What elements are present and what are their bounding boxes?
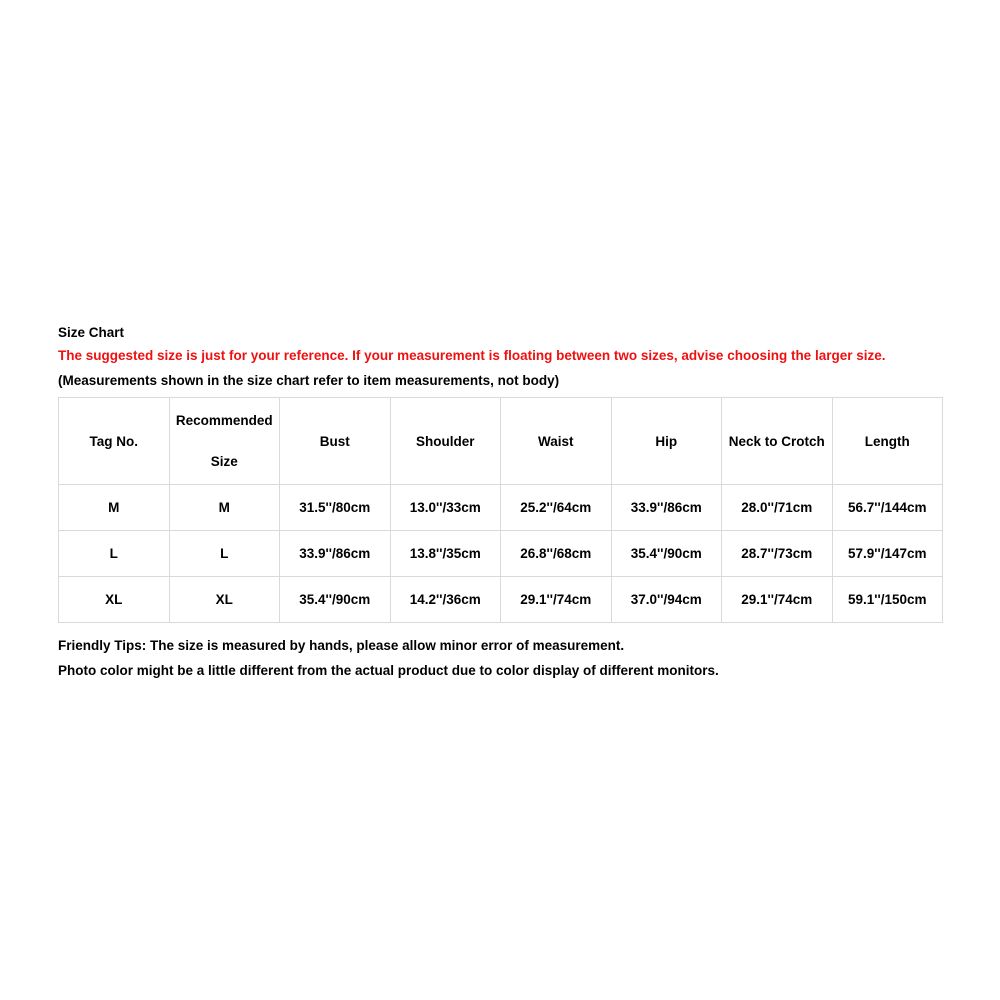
cell-waist: 29.1''/74cm bbox=[501, 577, 612, 623]
cell-hip: 35.4''/90cm bbox=[611, 531, 722, 577]
cell-length: 59.1''/150cm bbox=[832, 577, 943, 623]
cell-hip: 37.0''/94cm bbox=[611, 577, 722, 623]
cell-neck-to-crotch: 28.7''/73cm bbox=[722, 531, 833, 577]
cell-bust: 33.9''/86cm bbox=[280, 531, 391, 577]
header-waist: Waist bbox=[501, 398, 612, 485]
header-bust: Bust bbox=[280, 398, 391, 485]
size-table bbox=[58, 397, 943, 623]
cell-tag-no: L bbox=[59, 531, 170, 577]
size-chart-title: Size Chart bbox=[58, 325, 125, 340]
cell-tag-no: XL bbox=[59, 577, 170, 623]
cell-shoulder: 13.0''/33cm bbox=[390, 485, 501, 531]
cell-shoulder: 14.2''/36cm bbox=[390, 577, 501, 623]
cell-tag-no: M bbox=[59, 485, 170, 531]
cell-recommended-size: M bbox=[169, 485, 280, 531]
friendly-tip-measurement: Friendly Tips: The size is measured by hands, please allow minor error of measurement. bbox=[58, 638, 625, 653]
header-recommended-size bbox=[169, 398, 280, 485]
measurement-note: (Measurements shown in the size chart refer to item measurements, not body) bbox=[58, 373, 560, 388]
header-shoulder: Shoulder bbox=[390, 398, 501, 485]
size-recommendation-notice: The suggested size is just for your reference. If your measurement is floating between two sizes, advise choosing the larger size. bbox=[58, 348, 886, 363]
cell-recommended-size: L bbox=[169, 531, 280, 577]
header-neck-to-crotch: Neck to Crotch bbox=[722, 398, 833, 485]
cell-waist: 25.2''/64cm bbox=[501, 485, 612, 531]
cell-hip: 33.9''/86cm bbox=[611, 485, 722, 531]
cell-bust: 31.5''/80cm bbox=[280, 485, 391, 531]
cell-waist: 26.8''/68cm bbox=[501, 531, 612, 577]
cell-length: 56.7''/144cm bbox=[832, 485, 943, 531]
table-row bbox=[59, 485, 943, 531]
cell-recommended-size: XL bbox=[169, 577, 280, 623]
cell-bust: 35.4''/90cm bbox=[280, 577, 391, 623]
cell-shoulder: 13.8''/35cm bbox=[390, 531, 501, 577]
table-header-row bbox=[59, 398, 943, 485]
header-hip: Hip bbox=[611, 398, 722, 485]
cell-neck-to-crotch: 29.1''/74cm bbox=[722, 577, 833, 623]
table-row bbox=[59, 577, 943, 623]
cell-neck-to-crotch: 28.0''/71cm bbox=[722, 485, 833, 531]
friendly-tip-color: Photo color might be a little different from the actual product due to color display of different monitors. bbox=[58, 663, 719, 678]
table-row bbox=[59, 531, 943, 577]
header-length: Length bbox=[832, 398, 943, 485]
header-tag-no: Tag No. bbox=[59, 398, 170, 485]
cell-length: 57.9''/147cm bbox=[832, 531, 943, 577]
size-chart-section bbox=[58, 323, 943, 683]
header-recommended-size-label: Recommended Size bbox=[175, 413, 273, 469]
